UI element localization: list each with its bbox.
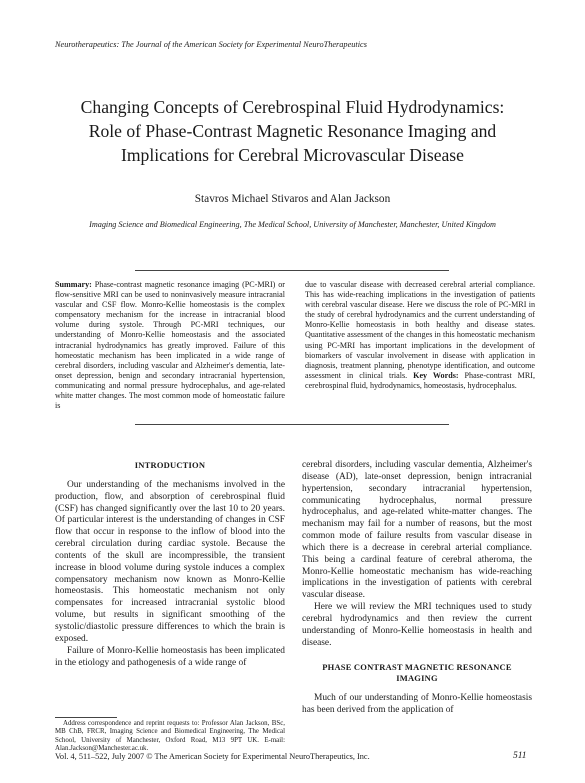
affiliation: Imaging Science and Biomedical Engineering, The Medical School, University of Manchester, Manchester, United Kingdom bbox=[89, 220, 496, 229]
footnote bbox=[55, 720, 285, 754]
abstract-right bbox=[305, 280, 535, 391]
right-body-column bbox=[302, 460, 532, 717]
abstract-top-rule bbox=[135, 270, 449, 271]
article-title bbox=[40, 95, 545, 167]
authors: Stavros Michael Stivaros and Alan Jackson bbox=[194, 193, 391, 205]
summary-label: Summary: bbox=[55, 280, 92, 289]
right-paragraph-1: cerebral disorders, including vascular dementia, Alzheimer's disease (AD), late-onset depression, benign intracranial hypertension, secondary intracranial hypertension, communicating hydrocephalus, normal pressure hydrocephalus, and age-related white-matter changes. The mechanism may fail for a number of reasons, but the most common mode of failure results from vascular disease in which there is a decrease in cerebral arterial compliance. This being a cardinal feature of cerebral atheroma, the Monro-Kellie homeostatic mechanism has wide-reaching implications in the investigation of patients with cerebral vascular disease. bbox=[302, 460, 532, 601]
pcmri-heading: PHASE CONTRAST MAGNETIC RESONANCE IMAGING bbox=[322, 661, 512, 684]
abstract-right-text: due to vascular disease with decreased cerebral arterial compliance. This has wide-reaching implications in the investigation of patients with cerebral vascular disease. Here we discuss the role of PC-MRI in the study of cerebral hydrodynamics and the current understanding of Monro-Kellie homeostasis in both healthy and disease states. Quantitative assessment of the changes in this homeostatic mechanism using PC-MRI has important implications in the development of biomarkers of vascular involvement in disease with application in diagnosis, treatment planning, phenotype identification, and outcome assessment in clinical trials. bbox=[305, 280, 535, 380]
introduction-heading: INTRODUCTION bbox=[134, 460, 206, 470]
keywords-text: Phase-contrast MRI, cerebrospinal fluid, hydrodynamics, homeostasis, hydrocephalus. bbox=[305, 370, 535, 390]
page-number: 511 bbox=[513, 751, 527, 761]
footer-citation: Vol. 4, 511–522, July 2007 © The American Society for Experimental NeuroTherapeutics, Inc. bbox=[55, 752, 370, 761]
keywords-label: Key Words: bbox=[413, 370, 459, 380]
abstract-left bbox=[55, 280, 285, 411]
title-line-1: Changing Concepts of Cerebrospinal Fluid Hydrodynamics: bbox=[80, 97, 505, 117]
footnote-rule bbox=[55, 717, 117, 718]
title-line-2: Role of Phase-Contrast Magnetic Resonance Imaging and bbox=[88, 121, 497, 141]
right-paragraph-2: Here we will review the MRI techniques used to study cerebral hydrodynamics and then review the current understanding of Monro-Kellie homeostasis in health and disease. bbox=[302, 602, 532, 648]
introduction-column bbox=[55, 460, 285, 669]
title-line-3: Implications for Cerebral Microvascular Disease bbox=[121, 145, 464, 165]
intro-paragraph-2: Failure of Monro-Kellie homeostasis has been implicated in the etiology and pathogenesis of a wide range of bbox=[55, 645, 285, 668]
intro-paragraph-1: Our understanding of the mechanisms involved in the production, flow, and absorption of cerebrospinal fluid (CSF) has changed significantly over the last 10 to 20 years. Of particular interest is the understanding of changes in CSF flow that occur in response to the inflow of blood into the cerebral circulation during cardiac systole. Because the contents of the skull are incompressible, the transient increase in blood volume during systole induces a complex compensatory mechanism now known as Monro-Kellie homeostasis. This homeostatic mechanism not only compensates for increased intracranial systolic blood volume, but results in significant smoothing of the systolic/diastolic pressure differences to which the brain is exposed. bbox=[55, 479, 285, 644]
footnote-text: Address correspondence and reprint requests to: Professor Alan Jackson, BSc, MB ChB, FRCR, Imaging Science and Biomedical Engineering, The Medical School, University of Manchester, Oxford Road, M13 9PT UK. E-mail: Alan.Jackson@Manchester.ac.uk. bbox=[55, 720, 285, 753]
journal-header: Neurotherapeutics: The Journal of the American Society for Experimental NeuroTherapeutics bbox=[55, 40, 367, 49]
abstract-left-text: Phase-contrast magnetic resonance imaging (PC-MRI) or flow-sensitive MRI can be used to noninvasively measure intracranial vascular and CSF flow. Monro-Kellie homeostasis is the complex compensatory mechanism for the increase in intracranial blood volume during systole. Through PC-MRI techniques, our understanding of Monro-Kellie homeostasis and the associated intracranial hydrodynamics has greatly improved. Failure of this homeostatic mechanism has been implicated in a wide range of cerebral disorders, including vascular and Alzheimer's dementia, late-onset depression, benign and secondary intracranial hypertension, communicating and normal pressure hydrocephalus, and age-related white matter changes. The most common mode of homeostatic failure is bbox=[55, 280, 285, 411]
abstract-bottom-rule bbox=[135, 424, 449, 425]
pcmri-paragraph: Much of our understanding of Monro-Kellie homeostasis has been derived from the application of bbox=[302, 693, 532, 716]
